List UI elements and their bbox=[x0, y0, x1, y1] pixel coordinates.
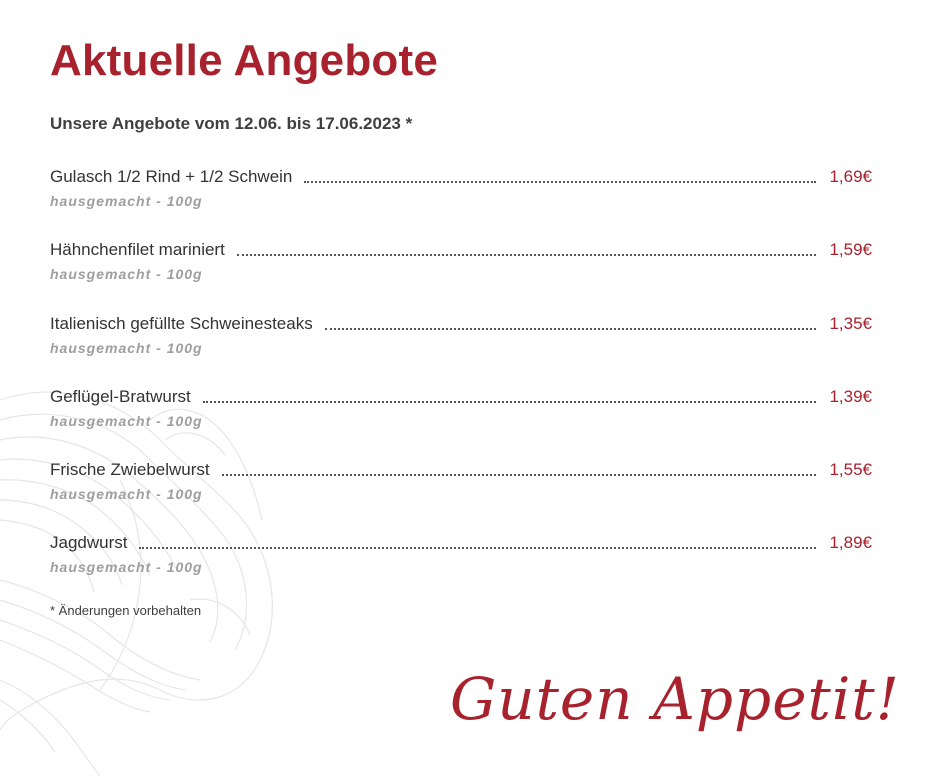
offer-price: 1,55€ bbox=[829, 460, 872, 480]
list-item bbox=[50, 311, 872, 384]
offer-description: hausgemacht - 100g bbox=[50, 412, 203, 429]
list-item bbox=[50, 384, 872, 457]
offer-description: hausgemacht - 100g bbox=[50, 266, 203, 283]
closing-greeting: Guten Appetit! bbox=[449, 665, 900, 733]
offer-name: Gulasch 1/2 Rind + 1/2 Schwein bbox=[50, 167, 293, 186]
offer-name: Frische Zwiebelwurst bbox=[50, 460, 210, 480]
offer-description: hausgemacht - 100g bbox=[50, 486, 203, 503]
list-item bbox=[50, 530, 872, 603]
dot-leader bbox=[237, 254, 816, 256]
offer-price: 1,89€ bbox=[829, 533, 872, 553]
list-item bbox=[50, 164, 872, 237]
offer-price: 1,59€ bbox=[829, 240, 872, 260]
page-title: Aktuelle Angebote bbox=[50, 36, 439, 85]
offer-name: Italienisch gefüllte Schweinesteaks bbox=[50, 313, 313, 333]
dot-leader bbox=[222, 474, 816, 476]
offer-name: Geflügel-Bratwurst bbox=[50, 386, 191, 406]
dot-leader bbox=[139, 547, 816, 549]
offer-description: hausgemacht - 100g bbox=[50, 339, 203, 356]
dot-leader bbox=[203, 401, 816, 403]
offer-description: hausgemacht - 100g bbox=[50, 193, 203, 209]
offer-name: Hähnchenfilet mariniert bbox=[50, 240, 225, 260]
offer-price: 1,69€ bbox=[829, 167, 872, 186]
offer-name: Jagdwurst bbox=[50, 533, 128, 553]
list-item bbox=[50, 457, 872, 530]
offer-list bbox=[50, 164, 872, 604]
offer-description: hausgemacht - 100g bbox=[50, 559, 203, 576]
offer-price: 1,35€ bbox=[829, 313, 872, 333]
footnote: * Änderungen vorbehalten bbox=[50, 603, 202, 618]
offer-period: Unsere Angebote vom 12.06. bis 17.06.2023 * bbox=[50, 114, 413, 133]
list-item bbox=[50, 237, 872, 310]
offer-price: 1,39€ bbox=[829, 386, 872, 406]
dot-leader bbox=[304, 181, 816, 183]
dot-leader bbox=[325, 328, 816, 330]
